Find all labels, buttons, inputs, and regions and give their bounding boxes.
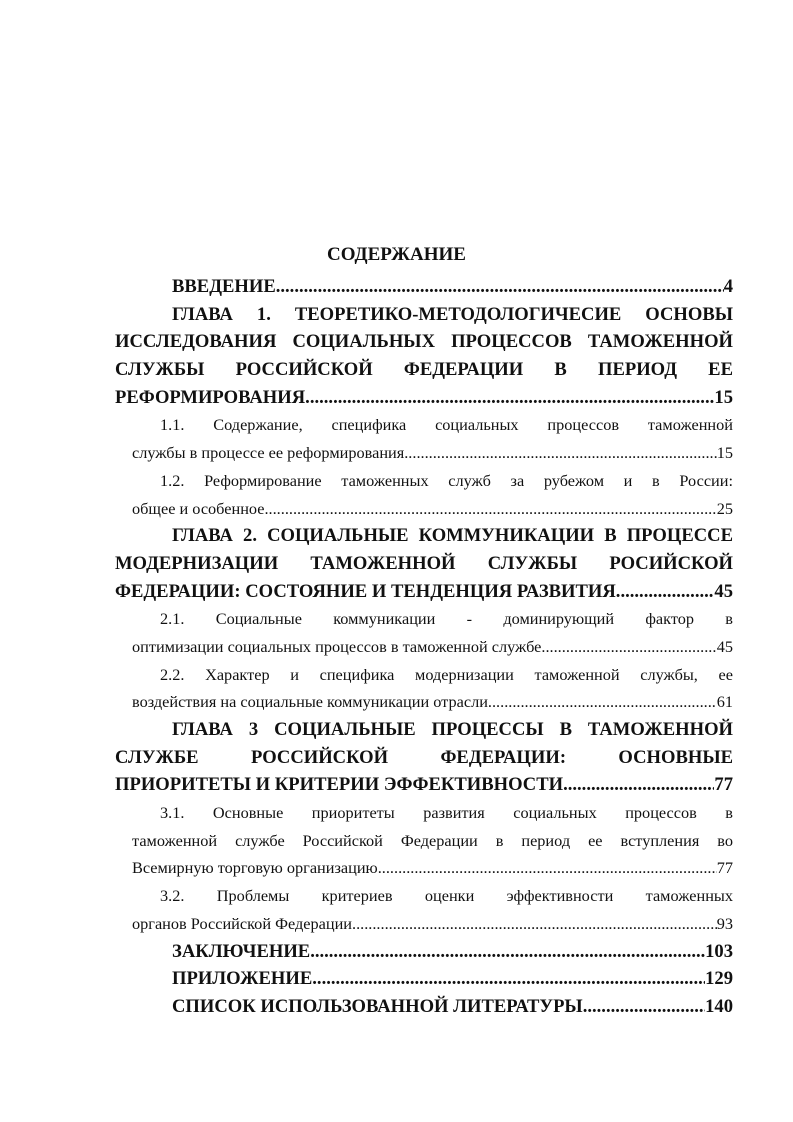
- toc-entry-simple[interactable]: [0, 273, 793, 301]
- page-number: 103: [705, 940, 733, 962]
- toc-entry-title: общее и особенное: [132, 498, 265, 518]
- dot-leader: [312, 965, 705, 993]
- toc-line: [0, 688, 793, 716]
- toc-entry-section[interactable]: [0, 799, 793, 882]
- dot-leader: [404, 439, 716, 467]
- toc-line: [0, 910, 793, 938]
- toc-line: [0, 384, 793, 412]
- page-number: 15: [716, 443, 733, 463]
- toc-entry-chapter[interactable]: [0, 301, 793, 412]
- dot-leader: [310, 938, 705, 966]
- toc-entry-title: ФЕДЕРАЦИИ: СОСТОЯНИЕ И ТЕНДЕНЦИЯ РАЗВИТИЯ: [115, 580, 616, 602]
- toc-entry-title: ВВЕДЕНИЕ: [172, 276, 276, 297]
- toc-title: СОДЕРЖАНИЕ: [327, 244, 466, 265]
- toc-line: 2.1. Социальные коммуникации - доминирующий фактор в: [160, 609, 733, 629]
- toc-entry-simple[interactable]: [0, 965, 793, 993]
- toc-line: 1.1. Содержание, специфика социальных процессов таможенной: [160, 415, 733, 435]
- toc-entry-title: ПРИОРИТЕТЫ И КРИТЕРИИ ЭФФЕКТИВНОСТИ: [115, 774, 564, 796]
- dot-leader: [541, 633, 716, 661]
- toc-line: [0, 273, 793, 301]
- toc-line: ГЛАВА 2. СОЦИАЛЬНЫЕ КОММУНИКАЦИИ В ПРОЦЕССЕ: [172, 525, 733, 547]
- toc-line: 2.2. Характер и специфика модернизации таможенной службы, ее: [160, 664, 733, 684]
- toc-line: ГЛАВА 1. ТЕОРЕТИКО-МЕТОДОЛОГИЧЕСИЕ ОСНОВЫ: [172, 303, 733, 325]
- dot-leader: [352, 910, 717, 938]
- toc-entry-title: оптимизации социальных процессов в таможенной службе: [132, 636, 542, 656]
- toc-line: [0, 578, 793, 606]
- toc-line: [0, 633, 793, 661]
- toc-entry-section[interactable]: [0, 605, 793, 660]
- toc-entry-title: службы в процессе ее реформирования: [132, 443, 405, 463]
- page-number: 61: [716, 692, 733, 712]
- toc-line: 3.2. Проблемы критериев оценки эффективности таможенных: [160, 886, 733, 906]
- toc-entry-title: Всемирную торговую организацию: [132, 858, 378, 878]
- toc-entry-simple[interactable]: [0, 938, 793, 966]
- toc-entry-simple[interactable]: [0, 993, 793, 1021]
- toc-entry-title: ПРИЛОЖЕНИЕ: [172, 968, 313, 990]
- page-number: 25: [716, 498, 733, 518]
- toc-entry-title: РЕФОРМИРОВАНИЯ: [115, 386, 306, 408]
- toc-line: СЛУЖБЫ РОССИЙСКОЙ ФЕДЕРАЦИИ В ПЕРИОД ЕЕ: [115, 359, 733, 381]
- page-number: 77: [716, 858, 733, 878]
- page-number: 15: [714, 386, 733, 408]
- toc-entry-chapter[interactable]: [0, 522, 793, 605]
- toc-line: [0, 993, 793, 1021]
- dot-leader: [563, 771, 714, 799]
- toc-line: ИССЛЕДОВАНИЯ СОЦИАЛЬНЫХ ПРОЦЕССОВ ТАМОЖЕННОЙ: [115, 331, 733, 353]
- dot-leader: [305, 384, 714, 412]
- dot-leader: [616, 578, 715, 606]
- page-number: 45: [714, 580, 733, 602]
- toc-entry-title: органов Российской Федерации: [132, 913, 352, 933]
- toc-line: СЛУЖБЕ РОССИЙСКОЙ ФЕДЕРАЦИИ: ОСНОВНЫЕ: [115, 746, 733, 768]
- page-number: 140: [705, 995, 733, 1017]
- toc-entry-section[interactable]: [0, 411, 793, 466]
- toc-line: 1.2. Реформирование таможенных служб за рубежом и в России:: [160, 470, 733, 490]
- toc-entry-title: воздействия на социальные коммуникации отрасли: [132, 692, 488, 712]
- toc-line: 3.1. Основные приоритеты развития социальных процессов в: [160, 803, 733, 823]
- dot-leader: [276, 273, 724, 301]
- toc-entry-section[interactable]: [0, 467, 793, 522]
- toc-line: [0, 439, 793, 467]
- toc-entry-section[interactable]: [0, 882, 793, 937]
- toc-line: МОДЕРНИЗАЦИИ ТАМОЖЕННОЙ СЛУЖБЫ РОСИЙСКОЙ: [115, 552, 733, 574]
- toc-entry-section[interactable]: [0, 661, 793, 716]
- dot-leader: [488, 688, 717, 716]
- toc-line: таможенной службе Российской Федерации в период ее вступления во: [132, 830, 733, 850]
- page-number: 129: [705, 968, 733, 990]
- toc-entry-chapter[interactable]: [0, 716, 793, 799]
- dot-leader: [378, 854, 717, 882]
- toc-entry-title: ЗАКЛЮЧЕНИЕ: [172, 940, 311, 962]
- dot-leader: [264, 495, 716, 523]
- page-number: 77: [714, 774, 733, 796]
- toc-line: [0, 771, 793, 799]
- page-number: 4: [723, 276, 733, 297]
- toc-line: [0, 965, 793, 993]
- toc-line: ГЛАВА 3 СОЦИАЛЬНЫЕ ПРОЦЕССЫ В ТАМОЖЕННОЙ: [172, 719, 733, 740]
- toc-entry-title: СПИСОК ИСПОЛЬЗОВАННОЙ ЛИТЕРАТУРЫ: [172, 995, 583, 1017]
- toc-line: [0, 854, 793, 882]
- toc-line: [0, 938, 793, 966]
- page-number: 93: [716, 913, 733, 933]
- table-of-contents: [0, 273, 793, 1021]
- page-number: 45: [716, 636, 733, 656]
- dot-leader: [583, 993, 705, 1021]
- toc-line: [0, 495, 793, 523]
